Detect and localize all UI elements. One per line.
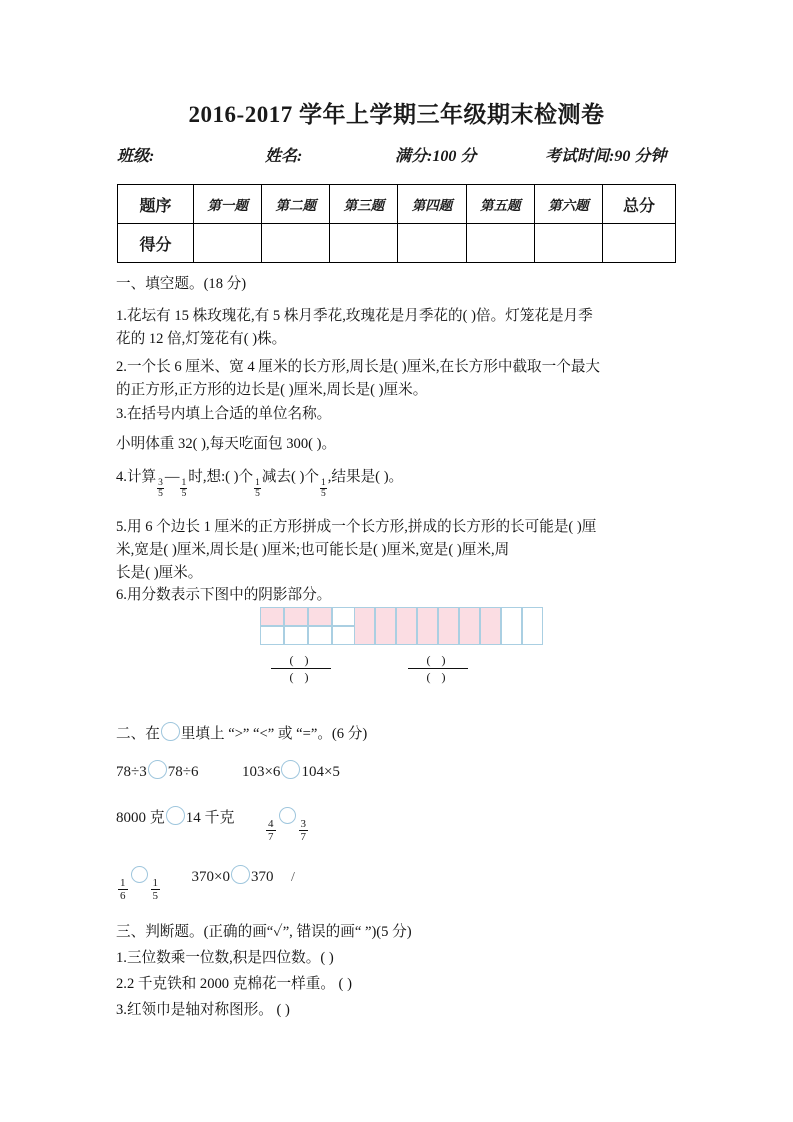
score-entry-cell[interactable] <box>262 224 330 263</box>
comparison-circle-icon[interactable] <box>148 760 167 779</box>
fraction-one-fifth <box>180 478 187 500</box>
section2-heading <box>116 722 678 746</box>
score-entry-cell[interactable] <box>194 224 262 263</box>
answer-fraction-blank-left[interactable] <box>271 653 331 685</box>
section1-heading: 一、填空题。(18 分) <box>116 276 247 292</box>
fraction-three-sevenths <box>299 818 309 844</box>
grid-cell <box>459 607 480 645</box>
fraction-numerator: 1 <box>255 477 260 488</box>
full-score-label: 满分:100 分 <box>395 148 477 165</box>
score-entry-cell[interactable] <box>534 224 602 263</box>
stray-slash-mark: / <box>290 870 295 885</box>
grid-cell <box>332 607 356 626</box>
question-2-line2: 的正方形,正方形的边长是( )厘米,周长是( )厘米。 <box>116 382 428 398</box>
header-info-line <box>117 143 679 166</box>
question-3-line1: 3.在括号内填上合适的单位名称。 <box>116 406 332 422</box>
fraction-denominator: 5 <box>158 489 163 500</box>
question-6 <box>116 584 678 607</box>
question-4 <box>116 466 678 499</box>
shaded-grid-right <box>354 607 543 645</box>
fraction-denominator-blank: ( ) <box>426 670 450 684</box>
score-table-cell: 第二题 <box>262 185 330 224</box>
expression-left: 78÷3 <box>116 764 147 780</box>
question-6-figure <box>116 607 678 685</box>
score-entry-cell[interactable] <box>330 224 398 263</box>
fraction-denominator: 7 <box>300 831 307 844</box>
fraction-numerator: 1 <box>321 477 326 488</box>
fraction-numerator: 3 <box>300 817 307 830</box>
question-1 <box>116 305 678 351</box>
expression-right: 104×5 <box>301 764 340 780</box>
fraction-numerator: 3 <box>158 477 163 488</box>
question-4-tail: ,结果是( )。 <box>327 469 404 485</box>
question-4-mid2: 减去( )个 <box>261 469 319 485</box>
question-5 <box>116 516 678 585</box>
fraction-denominator: 5 <box>152 890 158 903</box>
fraction-numerator: 4 <box>268 817 274 830</box>
score-table-cell: 题序 <box>118 185 194 224</box>
comparison-circle-icon[interactable] <box>166 806 185 825</box>
comparison-circle-icon[interactable] <box>279 807 296 824</box>
expression-left: 370×0 <box>191 869 230 885</box>
grid-cell <box>308 607 332 626</box>
grid-cell <box>332 626 356 645</box>
comparison-row-1 <box>116 760 340 781</box>
score-table-cell: 第六题 <box>534 185 602 224</box>
expression-left: 103×6 <box>241 764 281 780</box>
question-2-line1: 2.一个长 6 厘米、宽 4 厘米的长方形,周长是( )厘米,在长方形中截取一个最大 <box>116 359 601 375</box>
question-3-line2: 小明体重 32( ),每天吃面包 300( )。 <box>116 436 337 452</box>
fraction-numerator-blank: ( ) <box>408 653 468 669</box>
grid-cell <box>260 626 284 645</box>
expression-right: 370 <box>250 869 274 885</box>
shaded-grid-left <box>260 607 356 645</box>
comparison-row-2 <box>116 806 310 844</box>
question-5-line1: 5.用 6 个边长 1 厘米的正方形拼成一个长方形,拼成的长方形的长可能是( )厘 <box>116 519 597 535</box>
score-table <box>117 184 676 263</box>
grid-cell <box>354 607 375 645</box>
question-1-line1: 1.花坛有 15 株玫瑰花,有 5 株月季花,玫瑰花是月季花的( )倍。灯笼花是月季 <box>116 308 593 324</box>
section2-heading-prefix: 二、在 <box>116 726 160 742</box>
grid-cell <box>284 607 308 626</box>
comparison-row-3 <box>116 865 295 903</box>
question-4-line <box>116 466 678 499</box>
section3-question-2: 2.2 千克铁和 2000 克棉花一样重。 ( ) <box>116 976 352 992</box>
fraction-numerator-blank: ( ) <box>271 653 331 669</box>
exam-time-label: 考试时间:90 分钟 <box>545 148 667 165</box>
question-2 <box>116 356 678 402</box>
score-table-cell: 第五题 <box>466 185 534 224</box>
comparison-circle-icon[interactable] <box>161 722 180 741</box>
score-table-cell: 第三题 <box>330 185 398 224</box>
question-1-line2: 花的 12 倍,灯笼花有( )株。 <box>116 331 287 347</box>
section3-heading: 三、判断题。(正确的画“✓”, 错误的画“ ”)(5 分) <box>116 924 412 940</box>
grid-cell <box>522 607 543 645</box>
expression-right: 14 千克 <box>185 810 235 826</box>
grid-cell <box>375 607 396 645</box>
name-label: 姓名: <box>265 148 303 165</box>
comparison-circle-icon[interactable] <box>231 865 250 884</box>
fraction-denominator: 6 <box>120 890 126 903</box>
fraction-one-fifth <box>320 478 327 500</box>
table-row-headers <box>118 185 676 224</box>
question-5-line2: 米,宽是( )厘米,周长是( )厘米;也可能长是( )厘米,宽是( )厘米,周 <box>116 542 510 558</box>
fraction-four-sevenths <box>266 818 276 844</box>
grid-cell <box>480 607 501 645</box>
fraction-three-fifths <box>157 478 164 500</box>
fraction-denominator-blank: ( ) <box>289 670 313 684</box>
class-label: 班级: <box>117 148 155 165</box>
section2-heading-suffix: 里填上 “>” “<” 或 “=”。(6 分) <box>180 726 368 742</box>
fraction-denominator: 5 <box>255 489 260 500</box>
page-title: 2016-2017 学年上学期三年级期末检测卷 <box>188 102 605 127</box>
fraction-numerator: 1 <box>181 477 187 488</box>
grid-cell <box>501 607 522 645</box>
question-4-prefix: 4.计算 <box>116 469 157 485</box>
grid-cell <box>417 607 438 645</box>
fraction-one-fifth <box>151 877 161 903</box>
grid-cell <box>260 607 284 626</box>
score-table-cell: 得分 <box>118 224 194 263</box>
table-row-scores <box>118 224 676 263</box>
minus-sign: — <box>164 469 180 485</box>
fraction-one-fifth <box>254 478 261 500</box>
answer-fraction-blank-right[interactable] <box>408 653 468 685</box>
score-entry-cell[interactable] <box>398 224 466 263</box>
question-6-line1: 6.用分数表示下图中的阴影部分。 <box>116 587 332 603</box>
grid-cell <box>308 626 332 645</box>
fraction-denominator: 7 <box>268 831 274 844</box>
grid-cell <box>396 607 417 645</box>
fraction-denominator: 5 <box>181 489 187 500</box>
section3-question-1: 1.三位数乘一位数,积是四位数。( ) <box>116 950 334 966</box>
score-entry-cell[interactable] <box>603 224 676 263</box>
fraction-numerator: 1 <box>120 876 126 889</box>
grid-cell <box>284 626 308 645</box>
question-4-mid1: 时,想:( )个 <box>188 469 254 485</box>
expression-left: 8000 克 <box>116 810 165 826</box>
question-5-line3: 长是( )厘米。 <box>116 565 203 581</box>
score-table-cell: 总分 <box>603 185 676 224</box>
comparison-circle-icon[interactable] <box>281 760 300 779</box>
score-entry-cell[interactable] <box>466 224 534 263</box>
fraction-one-sixth <box>118 877 128 903</box>
score-table-cell: 第一题 <box>194 185 262 224</box>
fraction-numerator: 1 <box>152 876 158 889</box>
section3-question-3: 3.红领巾是轴对称图形。 ( ) <box>116 1002 290 1018</box>
grid-cell <box>438 607 459 645</box>
expression-right: 78÷6 <box>167 764 199 780</box>
score-table-cell: 第四题 <box>398 185 466 224</box>
fraction-denominator: 5 <box>321 489 326 500</box>
comparison-circle-icon[interactable] <box>131 866 148 883</box>
question-3 <box>116 403 678 456</box>
